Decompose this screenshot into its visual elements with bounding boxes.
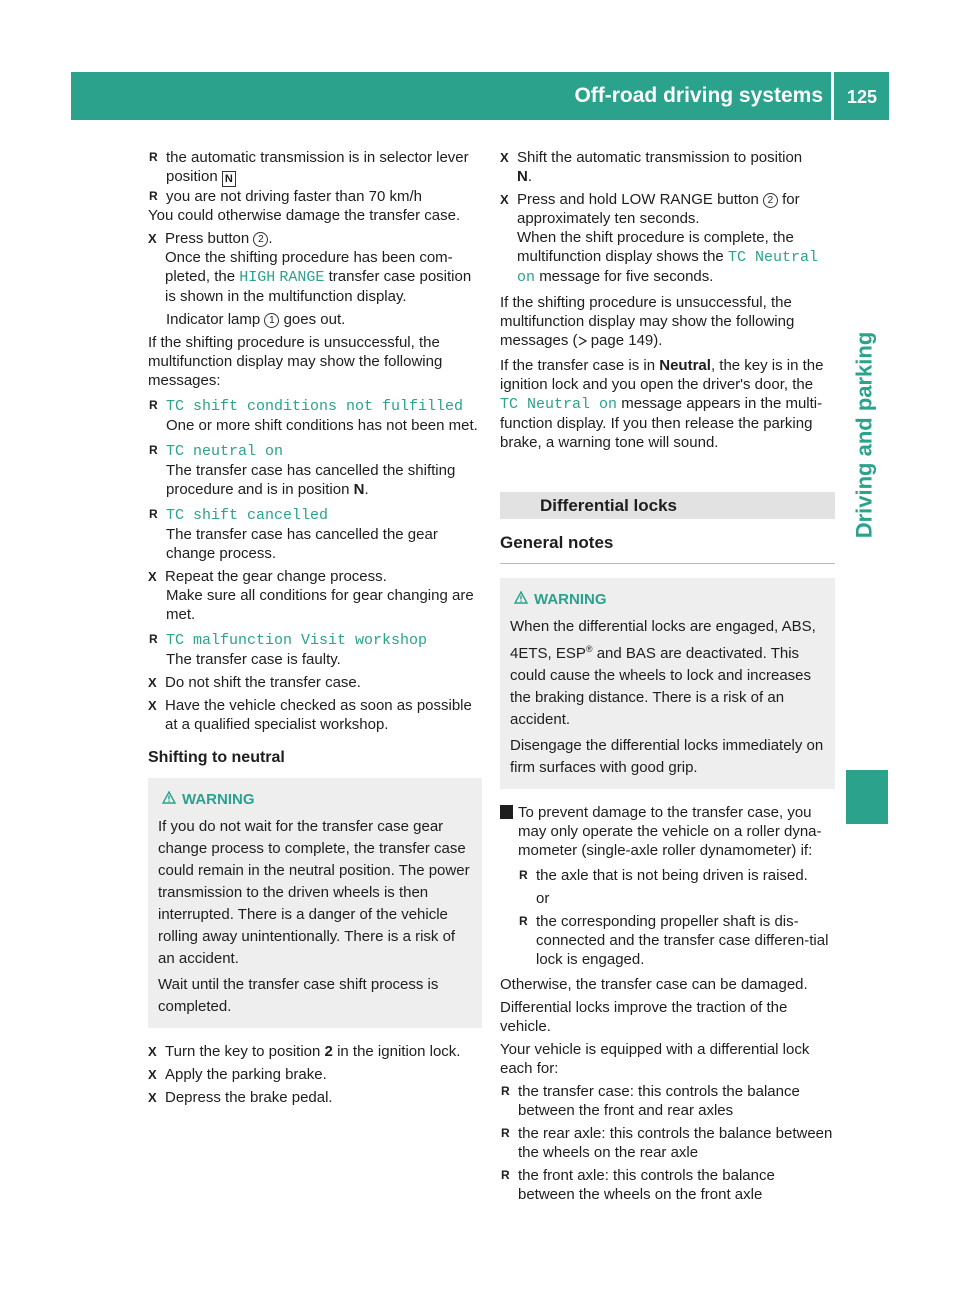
step: X Depress the brake pedal. xyxy=(148,1088,482,1107)
warning-box xyxy=(148,778,482,1028)
step: X Have the vehicle checked as soon as possible at a qualified specialist workshop. xyxy=(148,696,482,734)
paragraph: The transfer case has cancelled the gear change process. xyxy=(166,526,438,562)
display-message: TC Neutral on xyxy=(517,249,818,286)
chapter-tab-label: Driving and parking xyxy=(851,331,877,539)
list-item: R the axle that is not being driven is raised. xyxy=(518,866,835,885)
display-message: TC neutral on xyxy=(166,443,284,460)
paragraph: Differential locks improve the traction of the vehicle. xyxy=(500,999,788,1035)
subheading: General notes xyxy=(500,533,835,564)
warning-text: Disengage the differential locks immediately on firm surfaces with good grip. xyxy=(510,737,824,776)
warning-text: If you do not wait for the transfer case gear change process to complete, the transfer case could remain in the neutral position. The power transmission to the driven wheels is then interrupted. There is a danger of the vehicle rolling away unintentionally. There is a risk of an accident. xyxy=(158,818,470,967)
list-item: R the front axle: this controls the balance between the wheels on the front axle xyxy=(500,1166,835,1204)
list-item xyxy=(148,505,482,525)
warning-text: Wait until the transfer case shift process is completed. xyxy=(158,976,439,1015)
warning-triangle-icon xyxy=(514,591,528,604)
section-heading: Differential locks xyxy=(500,492,835,519)
section-title: Off-road driving systems xyxy=(574,84,823,107)
step: X Repeat the gear change process. xyxy=(148,567,482,586)
list-item xyxy=(148,396,482,416)
display-message: TC malfunction Visit workshop xyxy=(166,632,428,649)
paragraph: If the shifting procedure is unsuccessful, the multifunction display may show the following messages: xyxy=(148,334,443,389)
button-2-icon: 2 xyxy=(253,232,268,247)
display-message: TC shift cancelled xyxy=(166,507,329,524)
step: X Shift the automatic transmission to position N. xyxy=(500,148,835,186)
paragraph: Your vehicle is equipped with a differential lock each for: xyxy=(500,1041,810,1077)
subheading: Shifting to neutral xyxy=(148,749,285,766)
note-exclamation-icon: ! xyxy=(500,805,513,819)
display-message: RANGE xyxy=(279,269,325,286)
paragraph: or xyxy=(536,890,550,907)
list-item: R the transfer case: this controls the balance between the front and rear axles xyxy=(500,1082,835,1120)
step: X Turn the key to position 2 in the ignition lock. xyxy=(148,1042,482,1061)
arrow-ref-icon xyxy=(578,336,587,346)
page-reference-link[interactable]: page 149 xyxy=(590,332,654,349)
gear-n-icon: N xyxy=(222,171,236,187)
warning-title: WARNING xyxy=(158,790,472,810)
display-message: TC Neutral on xyxy=(500,396,618,413)
list-item: R the automatic transmission is in selector lever position N xyxy=(148,148,482,187)
paragraph: If the shifting procedure is unsuccessful, the multifunction display may show the following messages ( page 149). xyxy=(500,294,795,349)
warning-triangle-icon xyxy=(162,791,176,804)
button-2-icon: 2 xyxy=(763,193,778,208)
step: X Apply the parking brake. xyxy=(148,1065,482,1084)
step: X Do not shift the transfer case. xyxy=(148,673,482,692)
paragraph: One or more shift conditions has not been met. xyxy=(166,417,478,434)
paragraph: You could otherwise damage the transfer case. xyxy=(148,207,461,224)
paragraph: Indicator lamp 1 goes out. xyxy=(166,311,346,328)
chapter-marker xyxy=(846,770,888,824)
display-message: HIGH xyxy=(239,269,276,286)
list-item: R the rear axle: this controls the balance between the wheels on the rear axle xyxy=(500,1124,835,1162)
list-item xyxy=(148,630,482,650)
paragraph: If the transfer case is in Neutral, the key is in the ignition lock and you open the driver's door, the TC Neutral on message appears in the multi-function display. If you then release the parking brake, a warning tone will sound. xyxy=(500,357,824,451)
paragraph: The transfer case is faulty. xyxy=(166,651,341,668)
header-bar xyxy=(71,72,889,120)
chapter-tab xyxy=(846,240,882,630)
right-column xyxy=(495,148,835,1204)
step: X Press and hold LOW RANGE button 2 for approximately ten seconds. When the shift procedure is complete, the multifunction display shows the TC Neutral on message for five seconds. xyxy=(500,190,835,287)
list-item: R the corresponding propeller shaft is dis-connected and the transfer case differen-tial lock is engaged. xyxy=(518,912,835,969)
note: ! To prevent damage to the transfer case, you may only operate the vehicle on a roller dyna-mometer (single-axle roller dynamometer) if: xyxy=(495,804,822,859)
left-column xyxy=(148,148,482,1107)
paragraph: The transfer case has cancelled the shifting procedure and is in position N. xyxy=(166,462,456,498)
paragraph: Make sure all conditions for gear changing are met. xyxy=(166,587,474,623)
list-item xyxy=(148,441,482,461)
lamp-1-icon: 1 xyxy=(264,313,279,328)
page-number: 125 xyxy=(846,87,878,107)
display-message: TC shift conditions not fulfilled xyxy=(166,398,464,415)
warning-title: WARNING xyxy=(510,590,825,610)
paragraph: Otherwise, the transfer case can be damaged. xyxy=(500,976,808,993)
list-item: R you are not driving faster than 70 km/h xyxy=(148,187,482,206)
warning-box xyxy=(500,578,835,789)
header-divider xyxy=(831,72,834,120)
step: X Press button 2 . Once the shifting procedure has been com-pleted, the HIGH RANGE transfer case position is shown in the multifunction display. xyxy=(148,229,482,306)
warning-text: When the differential locks are engaged, ABS, 4ETS, ESP® and BAS are deactivated. This could cause the wheels to lock and increases the braking distance. There is a risk of an accident. xyxy=(510,618,816,728)
